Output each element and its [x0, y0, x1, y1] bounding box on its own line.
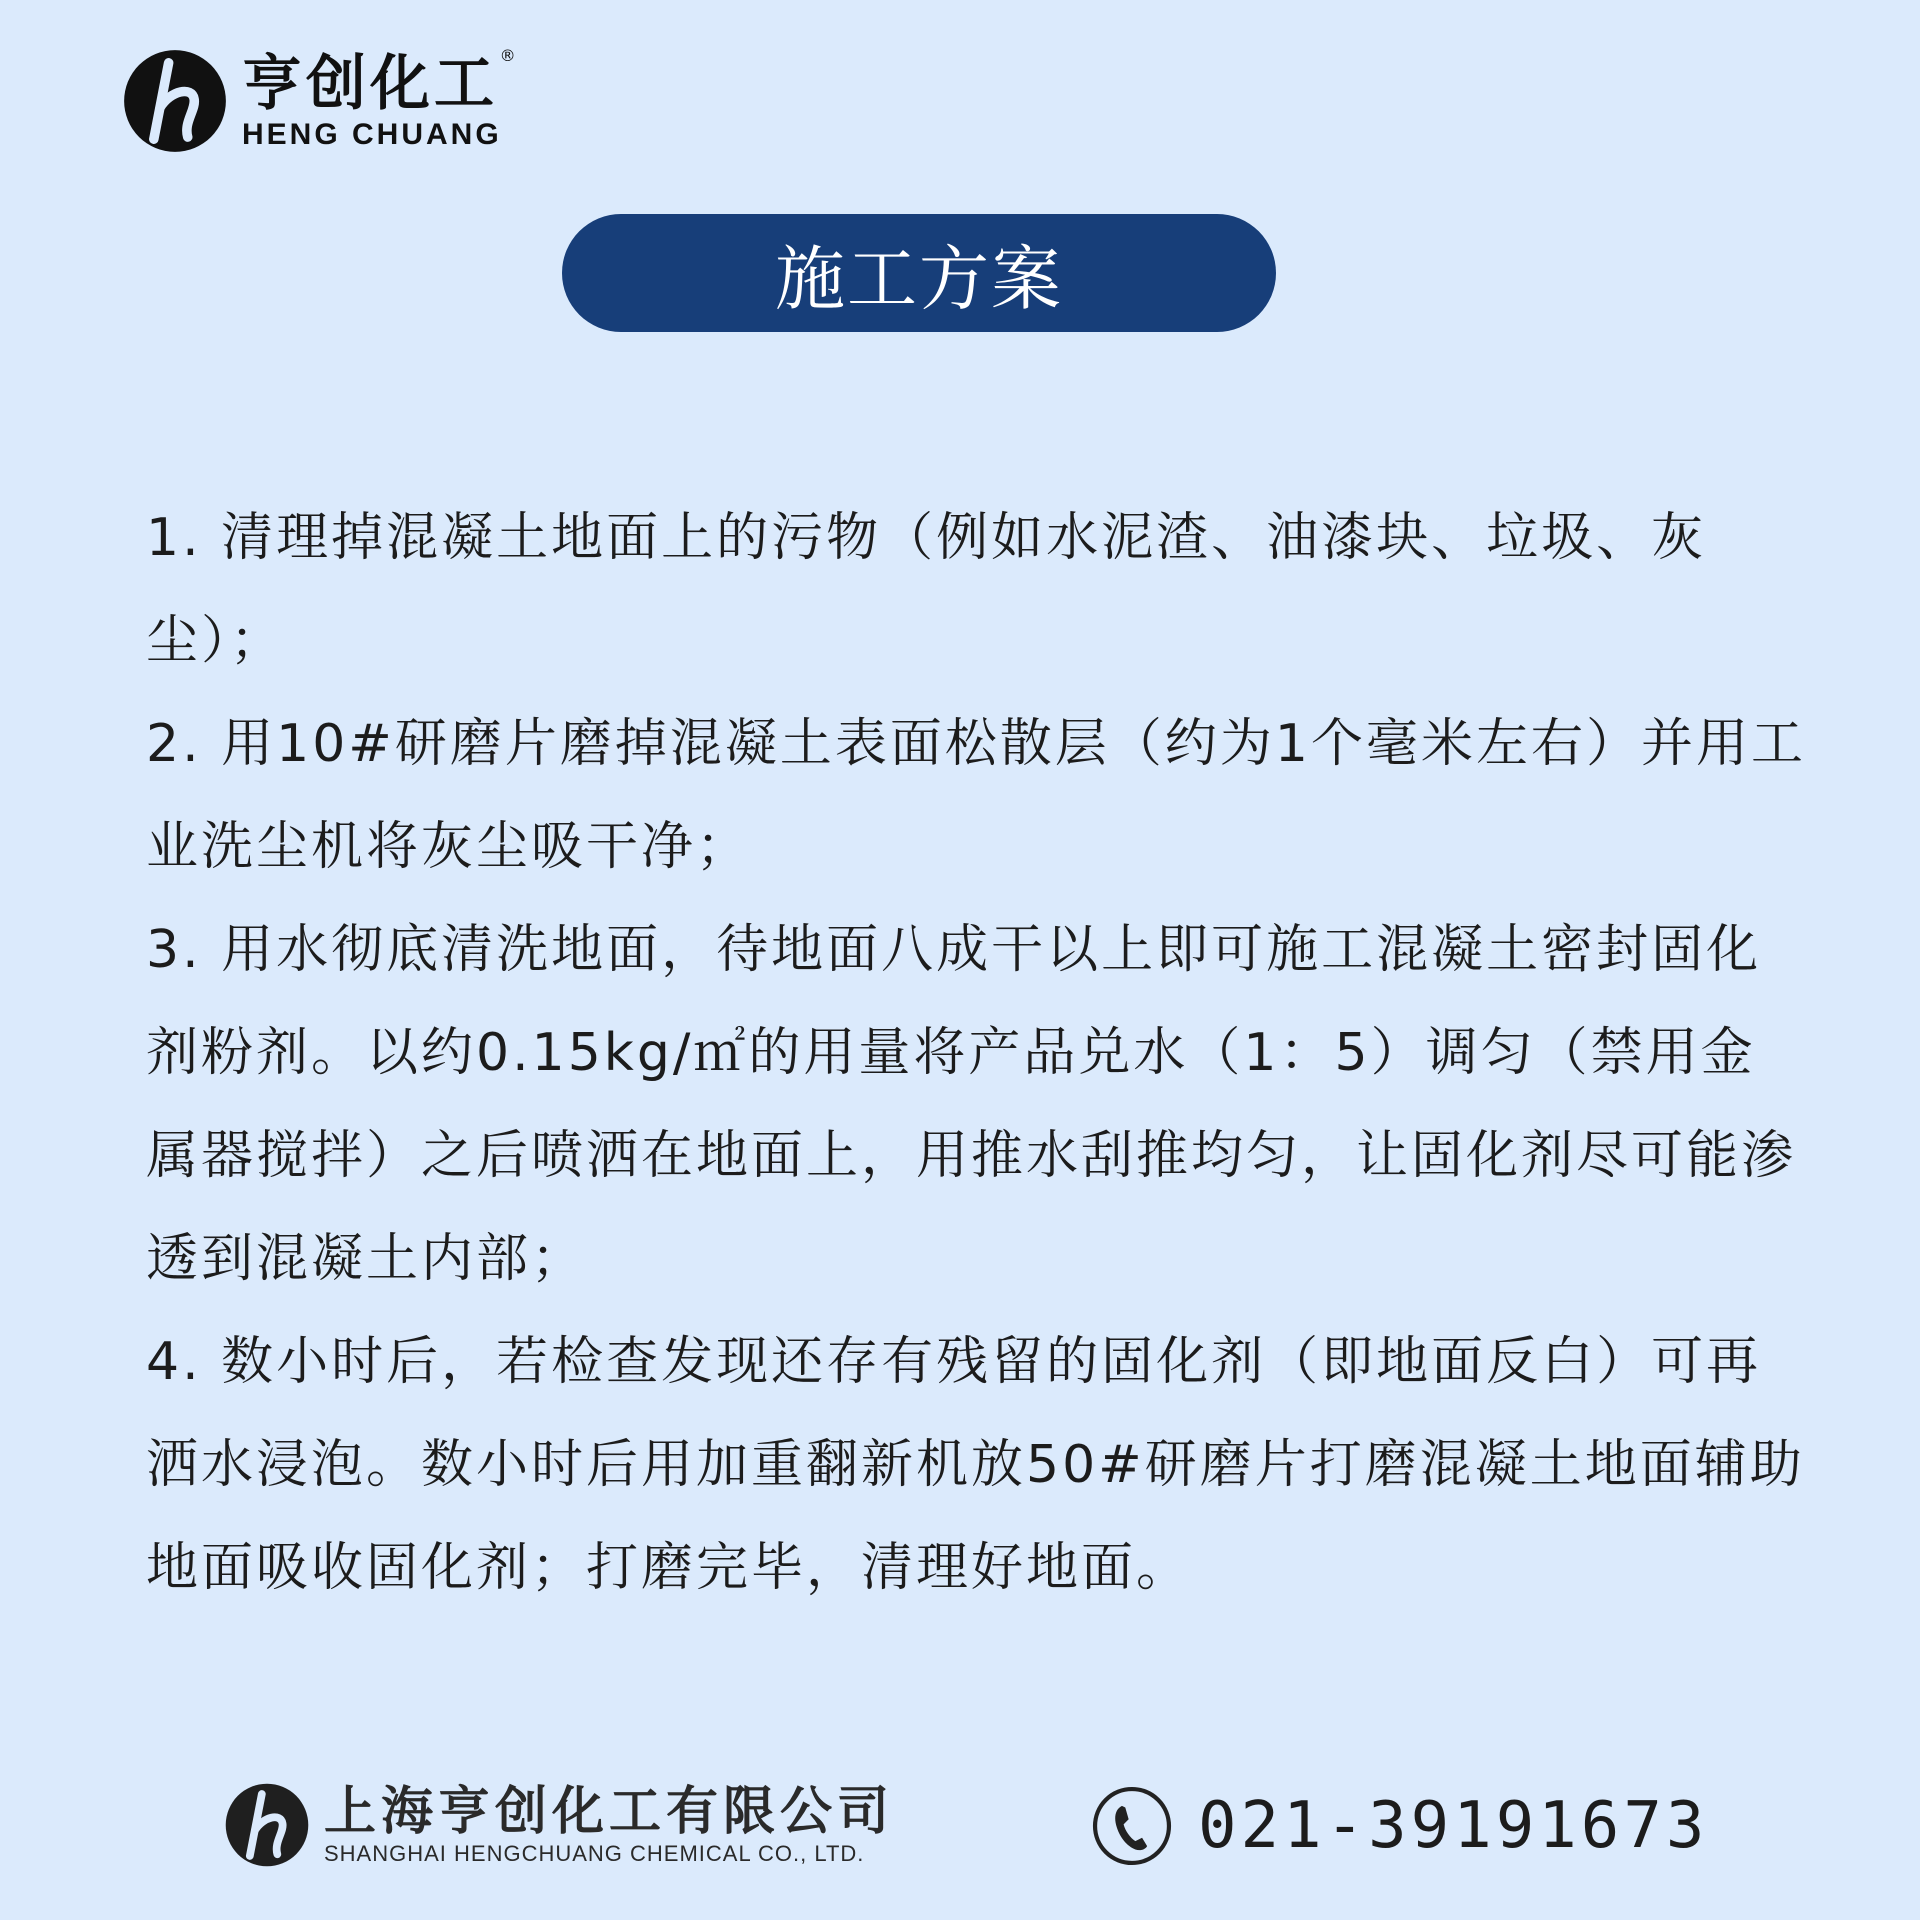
- brand-h-icon: [122, 48, 228, 154]
- company-text: [324, 1783, 894, 1867]
- phone-icon: [1090, 1784, 1174, 1868]
- step-2: 2. 用10#研磨片磨掉混凝土表面松散层（约为1个毫米左右）并用工业洗尘机将灰尘吸干净；: [146, 714, 1806, 877]
- step-3: 3. 用水彻底清洗地面，待地面八成干以上即可施工混凝土密封固化剂粉剂。以约0.15kg/㎡的用量将产品兑水（1：5）调匀（禁用金属器搅拌）之后喷洒在地面上，用推水刮推均匀，让固化剂尽可能渗透到混凝土内部；: [146, 920, 1797, 1289]
- brand-text: [242, 46, 516, 152]
- company-name-en: SHANGHAI HENGCHUANG CHEMICAL CO., LTD.: [324, 1841, 865, 1866]
- registered-mark: ®: [499, 46, 516, 65]
- company-name-cn: 上海亨创化工有限公司: [324, 1782, 895, 1842]
- brand-name-en: HENG CHUANG: [242, 118, 502, 151]
- brand-logo: [122, 46, 516, 154]
- step-4: 4. 数小时后，若检查发现还存有残留的固化剂（即地面反白）可再洒水浸泡。数小时后用加重翻新机放50#研磨片打磨混凝土地面辅助地面吸收固化剂；打磨完毕，清理好地面。: [146, 1332, 1805, 1598]
- phone-number: 021-39191673: [1198, 1789, 1709, 1863]
- step-1: 1. 清理掉混凝土地面上的污物（例如水泥渣、油漆块、垃圾、灰尘）；: [146, 508, 1707, 671]
- footer-company: [224, 1782, 894, 1868]
- company-h-icon: [224, 1782, 310, 1868]
- brand-name-cn: 亨创化工: [242, 49, 498, 119]
- construction-steps: [146, 487, 1806, 1620]
- footer-phone: [1090, 1784, 1708, 1868]
- page-title: 施工方案: [562, 214, 1276, 332]
